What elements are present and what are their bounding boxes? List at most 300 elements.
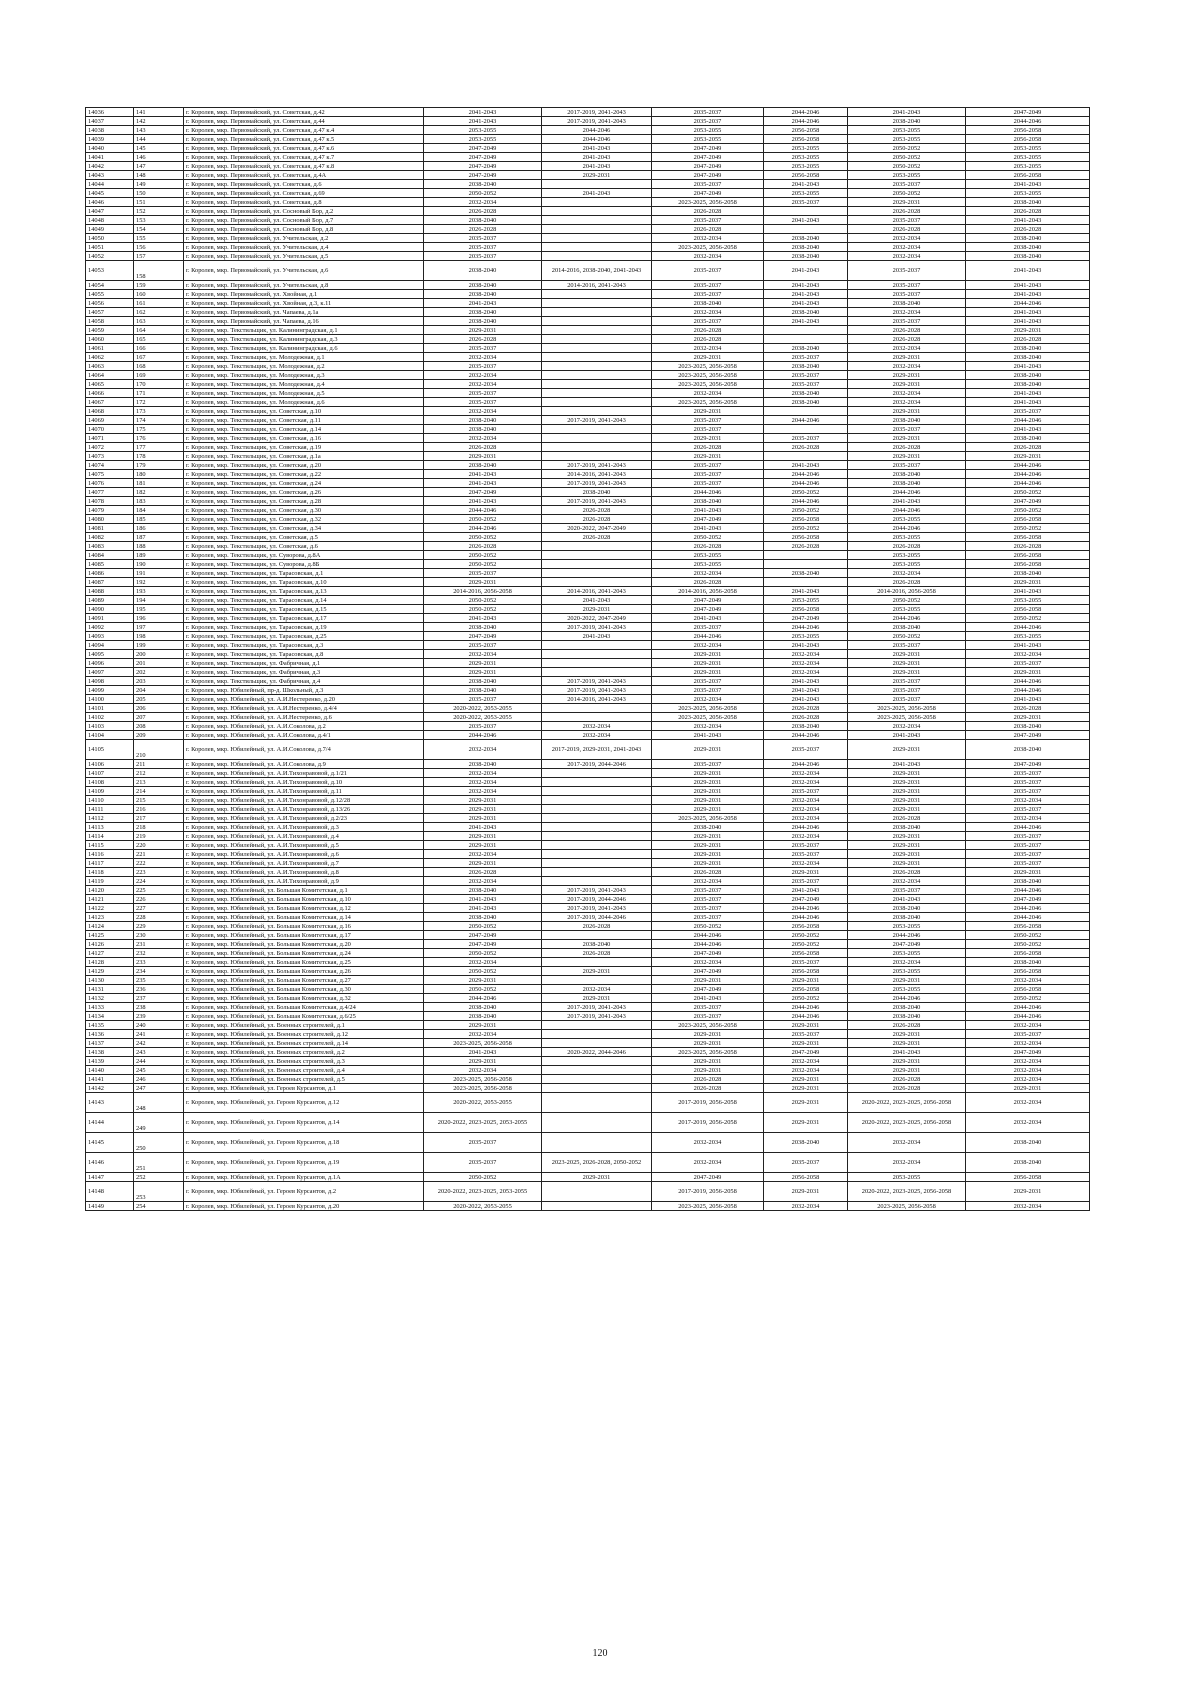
period-cell: 2038-2040 [424, 686, 542, 695]
address-cell: г. Королев, мкр. Текстильщик, ул. Тарасовская, д.8 [184, 650, 424, 659]
row-number-cell: 219 [134, 832, 184, 841]
period-cell: 2056-2058 [966, 967, 1090, 976]
row-number-cell: 148 [134, 171, 184, 180]
record-id-cell: 14148 [86, 1182, 134, 1202]
period-cell: 2053-2055 [966, 144, 1090, 153]
period-cell: 2032-2034 [424, 434, 542, 443]
period-cell: 2044-2046 [424, 994, 542, 1003]
period-cell: 2035-2037 [424, 1153, 542, 1173]
period-cell: 2038-2040 [424, 425, 542, 434]
period-cell: 2050-2052 [764, 994, 848, 1003]
period-cell: 2041-2043 [966, 216, 1090, 225]
table-row [86, 434, 1090, 443]
period-cell [542, 407, 652, 416]
period-cell: 2053-2055 [848, 967, 966, 976]
period-cell: 2032-2034 [848, 722, 966, 731]
address-cell: г. Королев, мкр. Текстильщик, ул. Советская, д.24 [184, 479, 424, 488]
record-id-cell: 14128 [86, 958, 134, 967]
period-cell: 2032-2034 [542, 985, 652, 994]
row-number-cell: 161 [134, 299, 184, 308]
period-cell: 2035-2037 [764, 380, 848, 389]
period-cell: 2035-2037 [848, 425, 966, 434]
period-cell: 2023-2025, 2056-2058 [652, 198, 764, 207]
period-cell: 2035-2037 [652, 686, 764, 695]
period-cell: 2044-2046 [966, 823, 1090, 832]
period-cell [542, 443, 652, 452]
table-row [86, 207, 1090, 216]
row-number-cell: 159 [134, 281, 184, 290]
period-cell: 2041-2043 [424, 497, 542, 506]
period-cell: 2053-2055 [652, 126, 764, 135]
record-id-cell: 14130 [86, 976, 134, 985]
period-cell: 2047-2049 [966, 497, 1090, 506]
period-cell [542, 299, 652, 308]
period-cell [542, 650, 652, 659]
address-cell: г. Королев, мкр. Первомайский, ул. Учительская, д.8 [184, 281, 424, 290]
period-cell: 2056-2058 [764, 967, 848, 976]
period-cell: 2029-2031 [764, 1182, 848, 1202]
address-cell: г. Королев, мкр. Юбилейный, ул. А.И.Тихонравовой, д.13/26 [184, 805, 424, 814]
period-cell: 2029-2031 [848, 805, 966, 814]
address-cell: г. Королев, мкр. Юбилейный, ул. Героев Курсантов, д.12 [184, 1093, 424, 1113]
table-row [86, 578, 1090, 587]
table-row [86, 623, 1090, 632]
row-number-cell: 210 [134, 740, 184, 760]
record-id-cell: 14104 [86, 731, 134, 740]
table-row [86, 787, 1090, 796]
period-cell: 2026-2028 [652, 1084, 764, 1093]
period-cell: 2020-2022, 2047-2049 [542, 524, 652, 533]
period-cell: 2026-2028 [652, 1075, 764, 1084]
address-cell: г. Королев, мкр. Текстильщик, ул. Молодежная, д.2 [184, 362, 424, 371]
period-cell: 2032-2034 [652, 958, 764, 967]
period-cell [542, 243, 652, 252]
table-row [86, 560, 1090, 569]
period-cell: 2044-2046 [542, 126, 652, 135]
period-cell: 2029-2031 [652, 353, 764, 362]
period-cell [542, 796, 652, 805]
period-cell: 2038-2040 [848, 913, 966, 922]
period-cell: 2032-2034 [424, 877, 542, 886]
period-cell: 2035-2037 [764, 740, 848, 760]
period-cell: 2047-2049 [652, 162, 764, 171]
address-cell: г. Королев, мкр. Первомайский, ул. Советская, д.69 [184, 189, 424, 198]
period-cell: 2035-2037 [966, 659, 1090, 668]
period-cell: 2047-2049 [966, 1048, 1090, 1057]
period-cell: 2029-2031 [424, 796, 542, 805]
row-number-cell: 179 [134, 461, 184, 470]
table-row [86, 1012, 1090, 1021]
period-cell: 2029-2031 [542, 171, 652, 180]
row-number-cell: 152 [134, 207, 184, 216]
period-cell [764, 225, 848, 234]
period-cell: 2032-2034 [764, 805, 848, 814]
record-id-cell: 14105 [86, 740, 134, 760]
period-cell: 2023-2025, 2056-2058 [652, 704, 764, 713]
period-cell: 2041-2043 [764, 317, 848, 326]
period-cell: 2029-2031 [848, 650, 966, 659]
record-id-cell: 14085 [86, 560, 134, 569]
period-cell: 2041-2043 [652, 506, 764, 515]
period-cell: 2026-2028 [542, 922, 652, 931]
period-cell: 2041-2043 [966, 389, 1090, 398]
period-cell: 2044-2046 [764, 497, 848, 506]
period-cell: 2032-2034 [848, 243, 966, 252]
period-cell: 2038-2040 [966, 722, 1090, 731]
period-cell: 2035-2037 [848, 317, 966, 326]
period-cell: 2050-2052 [424, 967, 542, 976]
period-cell: 2038-2040 [764, 308, 848, 317]
period-cell: 2050-2052 [652, 922, 764, 931]
address-cell: г. Королев, мкр. Текстильщик, ул. Советская, д.6 [184, 542, 424, 551]
period-cell: 2035-2037 [966, 841, 1090, 850]
period-cell: 2041-2043 [848, 731, 966, 740]
row-number-cell: 245 [134, 1066, 184, 1075]
period-cell: 2041-2043 [966, 308, 1090, 317]
period-cell: 2044-2046 [764, 479, 848, 488]
record-id-cell: 14118 [86, 868, 134, 877]
address-cell: г. Королев, мкр. Текстильщик, ул. Тарасовская, д.14 [184, 596, 424, 605]
row-number-cell: 254 [134, 1202, 184, 1211]
row-number-cell: 171 [134, 389, 184, 398]
period-cell: 2044-2046 [764, 1012, 848, 1021]
period-cell: 2047-2049 [652, 189, 764, 198]
period-cell: 2044-2046 [764, 760, 848, 769]
period-cell: 2041-2043 [966, 641, 1090, 650]
period-cell: 2053-2055 [848, 126, 966, 135]
period-cell: 2038-2040 [652, 823, 764, 832]
period-cell: 2029-2031 [764, 1113, 848, 1133]
period-cell: 2032-2034 [848, 308, 966, 317]
record-id-cell: 14068 [86, 407, 134, 416]
table-row [86, 659, 1090, 668]
table-row [86, 1133, 1090, 1153]
period-cell: 2038-2040 [764, 252, 848, 261]
period-cell: 2032-2034 [966, 814, 1090, 823]
period-cell: 2029-2031 [424, 841, 542, 850]
period-cell: 2014-2016, 2056-2058 [424, 587, 542, 596]
row-number-cell: 232 [134, 949, 184, 958]
record-id-cell: 14122 [86, 904, 134, 913]
record-id-cell: 14119 [86, 877, 134, 886]
period-cell: 2020-2022, 2053-2055 [424, 704, 542, 713]
period-cell: 2023-2025, 2056-2058 [848, 704, 966, 713]
record-id-cell: 14070 [86, 425, 134, 434]
period-cell: 2041-2043 [764, 299, 848, 308]
period-cell: 2041-2043 [764, 686, 848, 695]
record-id-cell: 14126 [86, 940, 134, 949]
period-cell: 2035-2037 [652, 913, 764, 922]
table-row [86, 850, 1090, 859]
period-cell: 2044-2046 [966, 904, 1090, 913]
table-row [86, 371, 1090, 380]
row-number-cell: 242 [134, 1039, 184, 1048]
table-row [86, 1093, 1090, 1113]
address-cell: г. Королев, мкр. Текстильщик, ул. Советская, д.16 [184, 434, 424, 443]
period-cell: 2029-2031 [848, 859, 966, 868]
record-id-cell: 14083 [86, 542, 134, 551]
period-cell: 2035-2037 [424, 234, 542, 243]
period-cell: 2038-2040 [652, 497, 764, 506]
period-cell: 2029-2031 [652, 1057, 764, 1066]
period-cell: 2029-2031 [848, 353, 966, 362]
period-cell: 2029-2031 [424, 326, 542, 335]
row-number-cell: 177 [134, 443, 184, 452]
period-cell: 2026-2028 [764, 704, 848, 713]
record-id-cell: 14040 [86, 144, 134, 153]
period-cell: 2050-2052 [424, 189, 542, 198]
period-cell [542, 805, 652, 814]
period-cell: 2041-2043 [424, 904, 542, 913]
period-cell: 2053-2055 [652, 551, 764, 560]
record-id-cell: 14050 [86, 234, 134, 243]
row-number-cell: 183 [134, 497, 184, 506]
table-row [86, 243, 1090, 252]
address-cell: г. Королев, мкр. Юбилейный, ул. А.И.Тихонравовой, д.4 [184, 832, 424, 841]
period-cell: 2026-2028 [848, 868, 966, 877]
address-cell: г. Королев, мкр. Юбилейный, ул. А.И.Соколова, д.2 [184, 722, 424, 731]
period-cell [542, 868, 652, 877]
period-cell: 2029-2031 [764, 868, 848, 877]
table-row [86, 425, 1090, 434]
period-cell: 2020-2022, 2023-2025, 2056-2058 [848, 1093, 966, 1113]
period-cell [542, 641, 652, 650]
record-id-cell: 14043 [86, 171, 134, 180]
table-row [86, 868, 1090, 877]
period-cell [542, 823, 652, 832]
table-row [86, 524, 1090, 533]
table-row [86, 668, 1090, 677]
period-cell: 2032-2034 [966, 1093, 1090, 1113]
period-cell: 2029-2031 [652, 668, 764, 677]
address-cell: г. Королев, мкр. Юбилейный, ул. Героев Курсантов, д.2 [184, 1182, 424, 1202]
period-cell: 2017-2019, 2041-2043 [542, 686, 652, 695]
period-cell: 2032-2034 [848, 234, 966, 243]
record-id-cell: 14055 [86, 290, 134, 299]
period-cell: 2032-2034 [764, 1066, 848, 1075]
period-cell [542, 560, 652, 569]
period-cell: 2038-2040 [764, 234, 848, 243]
record-id-cell: 14143 [86, 1093, 134, 1113]
period-cell: 2041-2043 [424, 299, 542, 308]
row-number-cell: 146 [134, 153, 184, 162]
row-number-cell: 180 [134, 470, 184, 479]
record-id-cell: 14038 [86, 126, 134, 135]
address-cell: г. Королев, мкр. Текстильщик, ул. Советская, д.10 [184, 407, 424, 416]
row-number-cell: 194 [134, 596, 184, 605]
period-cell: 2050-2052 [424, 985, 542, 994]
record-id-cell: 14081 [86, 524, 134, 533]
period-cell: 2020-2022, 2023-2025, 2053-2055 [424, 1182, 542, 1202]
address-cell: г. Королев, мкр. Текстильщик, ул. Советская, д.11 [184, 416, 424, 425]
period-cell: 2014-2016, 2041-2043 [542, 281, 652, 290]
period-cell: 2029-2031 [424, 1057, 542, 1066]
period-cell: 2035-2037 [764, 850, 848, 859]
period-cell: 2035-2037 [652, 117, 764, 126]
table-row [86, 769, 1090, 778]
period-cell: 2050-2052 [424, 605, 542, 614]
address-cell: г. Королев, мкр. Юбилейный, ул. Большая Комитетская, д.4/24 [184, 1003, 424, 1012]
period-cell: 2029-2031 [966, 668, 1090, 677]
period-cell: 2041-2043 [424, 614, 542, 623]
address-cell: г. Королев, мкр. Юбилейный, ул. Большая Комитетская, д.30 [184, 985, 424, 994]
period-cell: 2041-2043 [966, 261, 1090, 281]
period-cell: 2041-2043 [848, 1048, 966, 1057]
period-cell: 2029-2031 [424, 578, 542, 587]
period-cell: 2032-2034 [966, 1057, 1090, 1066]
period-cell [542, 216, 652, 225]
period-cell: 2044-2046 [764, 904, 848, 913]
period-cell: 2038-2040 [542, 940, 652, 949]
address-cell: г. Королев, мкр. Первомайский, ул. Учительская, д.2 [184, 234, 424, 243]
period-cell: 2032-2034 [424, 380, 542, 389]
table-row [86, 686, 1090, 695]
period-cell: 2032-2034 [424, 850, 542, 859]
row-number-cell: 208 [134, 722, 184, 731]
record-id-cell: 14101 [86, 704, 134, 713]
address-cell: г. Королев, мкр. Юбилейный, ул. Большая Комитетская, д.1 [184, 886, 424, 895]
period-cell: 2035-2037 [848, 281, 966, 290]
record-id-cell: 14140 [86, 1066, 134, 1075]
address-cell: г. Королев, мкр. Текстильщик, ул. Советская, д.22 [184, 470, 424, 479]
record-id-cell: 14075 [86, 470, 134, 479]
record-id-cell: 14060 [86, 335, 134, 344]
period-cell [542, 569, 652, 578]
period-cell: 2029-2031 [652, 452, 764, 461]
period-cell: 2035-2037 [652, 425, 764, 434]
period-cell: 2017-2019, 2041-2043 [542, 1012, 652, 1021]
period-cell: 2044-2046 [652, 931, 764, 940]
address-cell: г. Королев, мкр. Текстильщик, ул. Калининградская, д.3 [184, 335, 424, 344]
period-cell [542, 814, 652, 823]
record-id-cell: 14084 [86, 551, 134, 560]
period-cell: 2029-2031 [848, 371, 966, 380]
period-cell: 2020-2022, 2023-2025, 2053-2055 [424, 1113, 542, 1133]
row-number-cell: 244 [134, 1057, 184, 1066]
table-row [86, 189, 1090, 198]
table-row [86, 1057, 1090, 1066]
period-cell: 2029-2031 [652, 407, 764, 416]
period-cell: 2032-2034 [966, 1066, 1090, 1075]
period-cell: 2041-2043 [652, 994, 764, 1003]
table-row [86, 1084, 1090, 1093]
period-cell: 2056-2058 [966, 1173, 1090, 1182]
period-cell: 2050-2052 [848, 162, 966, 171]
period-cell: 2035-2037 [764, 1030, 848, 1039]
record-id-cell: 14138 [86, 1048, 134, 1057]
row-number-cell: 191 [134, 569, 184, 578]
table-row [86, 1039, 1090, 1048]
period-cell: 2014-2016, 2041-2043 [542, 587, 652, 596]
period-cell: 2047-2049 [424, 632, 542, 641]
period-cell: 2038-2040 [424, 760, 542, 769]
address-cell: г. Королев, мкр. Юбилейный, ул. Военных строителей, д.12 [184, 1030, 424, 1039]
period-cell [542, 668, 652, 677]
period-cell: 2038-2040 [764, 569, 848, 578]
period-cell: 2041-2043 [652, 524, 764, 533]
period-cell: 2050-2052 [424, 596, 542, 605]
period-cell: 2053-2055 [966, 153, 1090, 162]
record-id-cell: 14093 [86, 632, 134, 641]
row-number-cell: 201 [134, 659, 184, 668]
period-cell: 2038-2040 [966, 371, 1090, 380]
period-cell: 2032-2034 [966, 1039, 1090, 1048]
period-cell: 2038-2040 [764, 398, 848, 407]
row-number-cell: 143 [134, 126, 184, 135]
table-row [86, 389, 1090, 398]
period-cell [542, 1021, 652, 1030]
period-cell: 2041-2043 [542, 596, 652, 605]
table-row [86, 823, 1090, 832]
record-id-cell: 14095 [86, 650, 134, 659]
row-number-cell: 222 [134, 859, 184, 868]
row-number-cell: 213 [134, 778, 184, 787]
period-cell: 2017-2019, 2041-2043 [542, 1003, 652, 1012]
period-cell [542, 425, 652, 434]
period-cell: 2053-2055 [848, 605, 966, 614]
address-cell: г. Королев, мкр. Текстильщик, ул. Молодежная, д.1 [184, 353, 424, 362]
period-cell: 2032-2034 [424, 407, 542, 416]
table-row [86, 252, 1090, 261]
address-cell: г. Королев, мкр. Текстильщик, ул. Калининградская, д.6 [184, 344, 424, 353]
period-cell: 2029-2031 [848, 668, 966, 677]
period-cell: 2044-2046 [652, 632, 764, 641]
row-number-cell: 187 [134, 533, 184, 542]
period-cell: 2041-2043 [966, 587, 1090, 596]
address-cell: г. Королев, мкр. Первомайский, ул. Учительская, д.6 [184, 261, 424, 281]
address-cell: г. Королев, мкр. Текстильщик, ул. Молодежная, д.3 [184, 371, 424, 380]
period-cell: 2038-2040 [966, 243, 1090, 252]
row-number-cell: 173 [134, 407, 184, 416]
record-id-cell: 14147 [86, 1173, 134, 1182]
row-number-cell: 231 [134, 940, 184, 949]
period-cell: 2032-2034 [848, 362, 966, 371]
address-cell: г. Королев, мкр. Юбилейный, ул. Военных строителей, д.4 [184, 1066, 424, 1075]
period-cell: 2041-2043 [764, 695, 848, 704]
period-cell: 2056-2058 [764, 135, 848, 144]
record-id-cell: 14129 [86, 967, 134, 976]
period-cell: 2029-2031 [542, 994, 652, 1003]
period-cell [542, 1093, 652, 1113]
period-cell [542, 1075, 652, 1084]
period-cell: 2047-2049 [652, 515, 764, 524]
period-cell: 2017-2019, 2041-2043 [542, 886, 652, 895]
period-cell: 2032-2034 [424, 1066, 542, 1075]
period-cell: 2029-2031 [848, 380, 966, 389]
row-number-cell: 233 [134, 958, 184, 967]
period-cell: 2038-2040 [424, 416, 542, 425]
address-cell: г. Королев, мкр. Текстильщик, ул. Тарасовская, д.1 [184, 569, 424, 578]
period-cell: 2041-2043 [542, 153, 652, 162]
table-row [86, 1202, 1090, 1211]
period-cell: 2035-2037 [652, 1012, 764, 1021]
table-row [86, 587, 1090, 596]
record-id-cell: 14087 [86, 578, 134, 587]
period-cell: 2032-2034 [424, 353, 542, 362]
period-cell: 2026-2028 [848, 443, 966, 452]
period-cell: 2041-2043 [764, 261, 848, 281]
period-cell: 2047-2049 [652, 967, 764, 976]
period-cell: 2029-2031 [652, 850, 764, 859]
table-row [86, 180, 1090, 189]
period-cell [542, 958, 652, 967]
period-cell: 2047-2049 [652, 949, 764, 958]
record-id-cell: 14146 [86, 1153, 134, 1173]
address-cell: г. Королев, мкр. Юбилейный, ул. Военных строителей, д.3 [184, 1057, 424, 1066]
row-number-cell: 153 [134, 216, 184, 225]
table-row [86, 740, 1090, 760]
period-cell: 2047-2049 [764, 895, 848, 904]
